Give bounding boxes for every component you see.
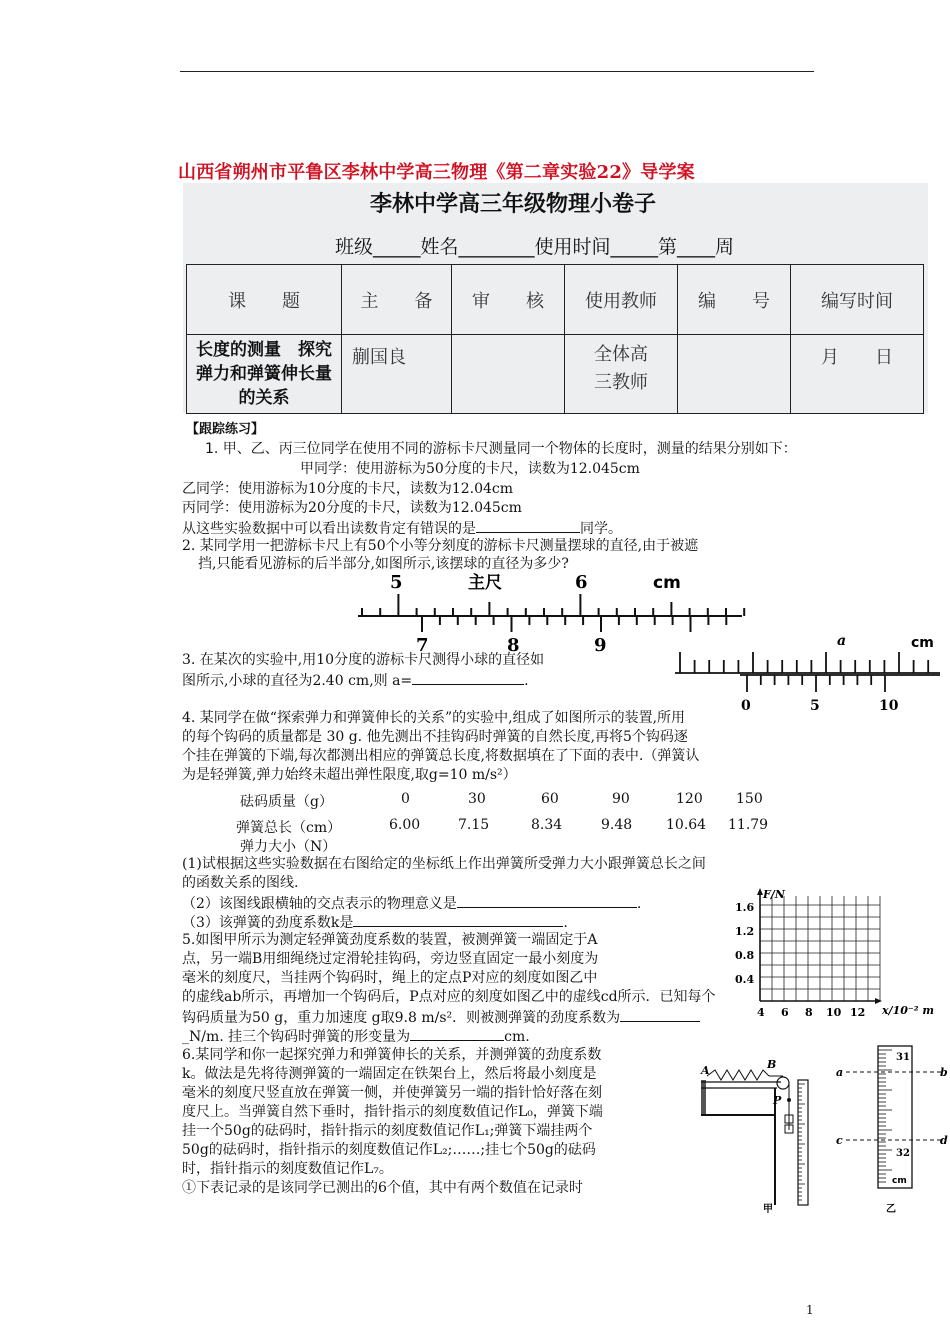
q6-line-8: ①下表记录的是该同学已测出的6个值，其中有两个数值在记录时 bbox=[182, 1180, 583, 1196]
q3-vernier-ticks bbox=[747, 675, 885, 692]
q6-line-4: 度尺上。当弹簧自然下垂时，指针指示的刻度数值记作L₀，弹簧下端 bbox=[182, 1104, 603, 1120]
graph-xtick-12: 12 bbox=[850, 1006, 866, 1019]
graph-y-label: F/N bbox=[763, 888, 785, 901]
fixed-wall bbox=[701, 1080, 706, 1115]
x-axis-arrow-icon bbox=[875, 998, 882, 1004]
q4-length-1: 7.15 bbox=[458, 817, 490, 833]
q4-line-1: 4. 某同学在做“探索弹力和弹簧伸长的关系”的实验中,组成了如图所示的装置,所用 bbox=[182, 710, 686, 726]
q4-sub-3-text: （3）该弹簧的劲度系数k是 bbox=[182, 915, 354, 931]
q5-deformation-blank[interactable] bbox=[410, 1026, 504, 1041]
q4-mass-3: 90 bbox=[612, 791, 630, 807]
graph-grid bbox=[760, 896, 880, 1001]
q1-question-text: 从这些实验数据中可以看出读数肯定有错误的是 bbox=[182, 521, 476, 537]
q4-mass-2: 60 bbox=[541, 791, 559, 807]
page-number: 1 bbox=[806, 1303, 814, 1317]
q5-line-1: 5.如图甲所示为测定轻弹簧劲度系数的装置，被测弹簧一端固定于A bbox=[182, 932, 598, 948]
spring-apparatus-figure-jia bbox=[695, 1040, 835, 1215]
ruler-ticks bbox=[798, 1084, 805, 1200]
student-info-line: 班级_____姓名________使用时间_____第____周 bbox=[335, 236, 735, 258]
point-p-marker bbox=[787, 1098, 791, 1102]
q5-line-5-text: 钩码质量为50 g，重力加速度 g取9.8 m/s²．则被测弹簧的劲度系数为 bbox=[182, 1010, 621, 1026]
q1-stem: 1. 甲、乙、丙三位同学在使用不同的游标卡尺测量同一个物体的长度时，测量的结果分别如下： bbox=[205, 441, 797, 457]
graph-ytick-1.6: 1.6 bbox=[735, 901, 755, 914]
q4-row-length-label: 弹簧总长（cm） bbox=[236, 820, 342, 836]
graph-ytick-0.4: 0.4 bbox=[735, 973, 755, 986]
vertical-ruler bbox=[798, 1080, 808, 1205]
q1-question-suffix: 同学。 bbox=[580, 521, 622, 537]
label-32: 32 bbox=[896, 1148, 910, 1159]
graph-x-label: x/10⁻² m bbox=[882, 1004, 934, 1017]
label-cm-yi: cm bbox=[892, 1176, 907, 1186]
q4-sub-2 bbox=[182, 893, 641, 914]
q4-sub-2-blank[interactable] bbox=[457, 893, 637, 908]
q4-length-2: 8.34 bbox=[531, 817, 563, 833]
q4-row-force-label: 弹力大小（N） bbox=[240, 839, 337, 855]
q4-line-4: 为是轻弹簧,弹力始终未超出弹性限度,取g=10 m/s²） bbox=[182, 767, 517, 783]
q4-mass-4: 120 bbox=[676, 791, 703, 807]
q5-line-6 bbox=[182, 1026, 530, 1047]
q4-length-5: 11.79 bbox=[728, 817, 769, 833]
q4-line-3: 个挂在弹簧的下端,每次都测出相应的弹簧总长度,将数据填在了下面的表中.（弹簧认 bbox=[182, 748, 700, 764]
ruler-yi-body bbox=[878, 1046, 912, 1188]
number-value bbox=[678, 335, 791, 414]
q3-answer-blank[interactable] bbox=[412, 670, 524, 685]
header-cell-teacher: 使用教师 bbox=[565, 265, 678, 335]
q4-sub-2-suffix: . bbox=[636, 896, 642, 912]
main-label-5: 5 bbox=[390, 572, 403, 593]
q6-line-1: 6.某同学和你一起探究弹力和弹簧伸长的关系，并测弹簧的劲度系数 bbox=[182, 1047, 602, 1063]
q3-main-ticks bbox=[680, 652, 928, 673]
q3-line-1: 3. 在某次的实验中,用10分度的游标卡尺测得小球的直径如 bbox=[182, 652, 545, 668]
paper-title: 李林中学高三年级物理小卷子 bbox=[370, 192, 657, 217]
vernier-caliper-figure-2 bbox=[670, 630, 945, 715]
q4-sub-2-text: （2）该图线跟横轴的交点表示的物理意义是 bbox=[182, 896, 457, 912]
label-B: B bbox=[767, 1058, 777, 1071]
q5-line-2: 点，另一端B用细绳绕过定滑轮挂钩码，旁边竖直固定一最小刻度为 bbox=[182, 951, 599, 967]
force-length-graph-paper bbox=[730, 886, 945, 1021]
graph-ytick-1.2: 1.2 bbox=[735, 925, 755, 938]
reviewer-value bbox=[452, 335, 565, 414]
label-P: P bbox=[773, 1094, 782, 1107]
label-jia: 甲 bbox=[763, 1204, 773, 1215]
label-d: d bbox=[940, 1134, 948, 1147]
ruler-reading-figure-yi bbox=[830, 1040, 948, 1215]
q1-option-a: 甲同学：使用游标为50分度的卡尺，读数为12.045cm bbox=[300, 461, 640, 477]
q3-line-2 bbox=[182, 670, 529, 691]
main-label-main-scale: 主尺 bbox=[468, 573, 502, 593]
q3-label-cm: cm bbox=[911, 635, 934, 651]
label-a: a bbox=[836, 1066, 844, 1079]
vernier-label-9: 9 bbox=[594, 635, 607, 652]
q3-line-2-text: 图所示,小球的直径为2.40 cm,则 a= bbox=[182, 673, 413, 689]
q2-line-2: 挡,只能看见游标的后半部分,如图所示,该摆球的直径为多少? bbox=[198, 556, 569, 572]
graph-xtick-10: 10 bbox=[826, 1006, 842, 1019]
section-label: 【跟踪练习】 bbox=[186, 422, 265, 437]
spring-coil bbox=[707, 1070, 769, 1080]
graph-xtick-8: 8 bbox=[805, 1006, 813, 1019]
author-value: 蒯国良 bbox=[342, 335, 452, 414]
q3-label-10: 10 bbox=[879, 698, 899, 714]
q6-line-7: 时，指针指示的刻度数值记作L₇。 bbox=[182, 1161, 393, 1177]
vernier-label-7: 7 bbox=[416, 635, 429, 652]
q3-label-0: 0 bbox=[741, 698, 751, 714]
time-value: 月 日 bbox=[791, 335, 924, 414]
q5-line-4: 的虚线ab所示，再增加一个钩码后，P点对应的刻度如图乙中的虚线cd所示．已知每个 bbox=[182, 989, 716, 1005]
q3-line-2-suffix: . bbox=[524, 673, 529, 689]
topic-value: 长度的测量 探究弹力和弹簧伸长量的关系 bbox=[187, 335, 342, 414]
q1-answer-blank[interactable] bbox=[476, 518, 580, 533]
header-cell-time: 编写时间 bbox=[791, 265, 924, 335]
q5-line-6-suffix: cm. bbox=[504, 1029, 530, 1045]
header-cell-topic: 课 题 bbox=[187, 265, 342, 335]
q4-sub-3-blank[interactable] bbox=[353, 912, 563, 927]
q3-label-a: a bbox=[837, 633, 847, 649]
q4-length-3: 9.48 bbox=[601, 817, 633, 833]
q4-mass-5: 150 bbox=[736, 791, 763, 807]
graph-xtick-6: 6 bbox=[781, 1006, 789, 1019]
graph-xtick-4: 4 bbox=[757, 1006, 765, 1019]
main-scale-ticks bbox=[362, 594, 744, 616]
q4-sub-1a: (1)试根据这些实验数据在右图给定的坐标纸上作出弹簧所受弹力大小跟弹簧总长之间 bbox=[182, 856, 706, 872]
header-table bbox=[186, 264, 924, 414]
teacher-value: 全体高三教师 bbox=[565, 335, 678, 414]
q5-line-5 bbox=[182, 1007, 700, 1028]
ruler-yi-ticks bbox=[878, 1050, 892, 1182]
graph-ytick-0.8: 0.8 bbox=[735, 949, 755, 962]
q4-mass-0: 0 bbox=[401, 791, 410, 807]
q1-option-b: 乙同学：使用游标为10分度的卡尺，读数为12.04cm bbox=[182, 481, 514, 497]
label-31: 31 bbox=[896, 1052, 910, 1063]
q3-label-5: 5 bbox=[810, 698, 820, 714]
q6-line-2: k。做法是先将待测弹簧的一端固定在铁架台上，然后将最小刻度是 bbox=[182, 1066, 597, 1082]
vernier-label-8: 8 bbox=[507, 635, 520, 652]
label-A: A bbox=[701, 1064, 710, 1077]
q4-row-mass-label: 砝码质量（g） bbox=[240, 794, 333, 810]
q1-question bbox=[182, 518, 622, 539]
q5-k-blank[interactable] bbox=[620, 1007, 700, 1022]
q1-option-c: 丙同学：使用游标为20分度的卡尺，读数为12.045cm bbox=[182, 500, 522, 516]
document-title: 山西省朔州市平鲁区李林中学高三物理《第二章实验22》导学案 bbox=[178, 162, 695, 183]
q6-line-3: 毫米的刻度尺竖直放在弹簧一侧，并使弹簧另一端的指针恰好落在刻 bbox=[182, 1085, 602, 1101]
q4-length-4: 10.64 bbox=[666, 817, 707, 833]
q4-line-2: 的每个钩码的质量都是 30 g. 他先测出不挂钩码时弹簧的自然长度,再将5个钩码逐 bbox=[182, 729, 688, 745]
q4-mass-1: 30 bbox=[468, 791, 486, 807]
main-label-6: 6 bbox=[575, 572, 588, 593]
q5-line-3: 毫米的刻度尺，当挂两个钩码时，绳上的定点P对应的刻度如图乙中 bbox=[182, 970, 598, 986]
q5-line-6-text: _N/m. 挂三个钩码时弹簧的形变量为 bbox=[182, 1029, 411, 1045]
label-b: b bbox=[940, 1066, 948, 1079]
q2-line-1: 2. 某同学用一把游标卡尺上有50个小等分刻度的游标卡尺测量摆球的直径,由于被遮 bbox=[182, 538, 699, 554]
q6-line-5: 挂一个50g的砝码时，指针指示的刻度数值记作L₁;弹簧下端挂两个 bbox=[182, 1123, 593, 1139]
pulley-icon bbox=[777, 1077, 789, 1089]
q4-sub-3-suffix: . bbox=[563, 915, 568, 931]
header-cell-author: 主 备 bbox=[342, 265, 452, 335]
header-rule bbox=[180, 71, 814, 72]
q6-line-6: 50g的砝码时，指针指示的刻度数值记作L₂;……;挂七个50g的砝码 bbox=[182, 1142, 596, 1158]
q4-length-0: 6.00 bbox=[389, 817, 421, 833]
label-yi: 乙 bbox=[886, 1204, 896, 1215]
header-cell-reviewer: 审 核 bbox=[452, 265, 565, 335]
q4-sub-3 bbox=[182, 912, 568, 933]
q4-sub-1b: 的函数关系的图线. bbox=[182, 875, 299, 891]
main-label-cm: cm bbox=[653, 573, 681, 593]
header-cell-number: 编 号 bbox=[678, 265, 791, 335]
label-c: c bbox=[836, 1134, 843, 1147]
